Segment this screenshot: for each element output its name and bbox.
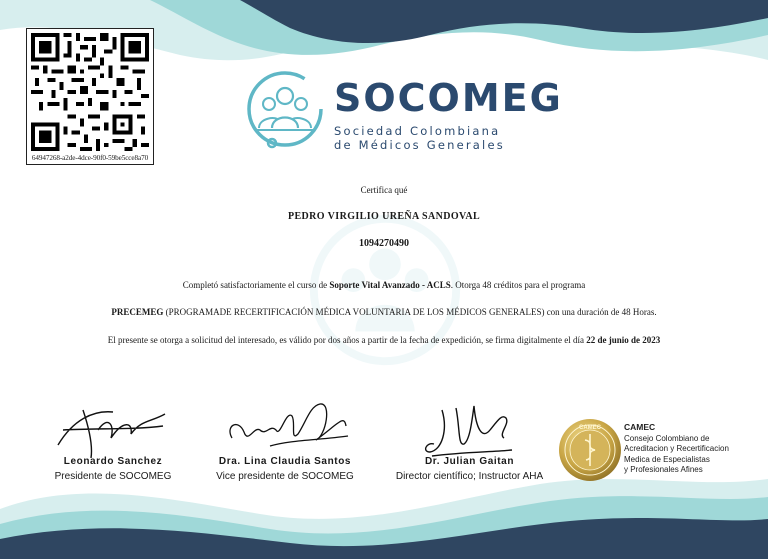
camec-description [624, 422, 729, 476]
program-statement-post: (PROGRAMADE RECERTIFICACIÓN MÉDICA VOLUNTARIA DE LOS MÉDICOS GENERALES) con una duración de 48 Horas. [163, 307, 657, 317]
program-code: PRECEMEG [111, 307, 164, 317]
qr-code [31, 33, 149, 151]
camec-title: CAMEC [624, 422, 656, 432]
course-name: Soporte Vital Avanzado - ACLS [329, 280, 451, 290]
signature-name-director: Dr. Julian Gaitan [424, 456, 515, 467]
camec-line1: Consejo Colombiano de [624, 433, 710, 443]
signature-drawing-vicepresident [220, 396, 360, 458]
signature-block-director [382, 400, 557, 482]
bottom-wave-decoration [0, 469, 768, 559]
signature-block-vicepresident [200, 396, 370, 482]
signature-role-director: Director científico; Instructor AHA [395, 471, 544, 482]
signature-name-president: Leonardo Sanchez [63, 456, 163, 467]
qr-id-text: 64947268-a2de-4dce-90f0-59be5cce8a70 [31, 154, 149, 162]
signature-drawing-director [412, 400, 522, 462]
logo-name: SOCOMEG [334, 76, 563, 120]
recipient-name: PEDRO VIRGILIO UREÑA SANDOVAL [287, 211, 481, 222]
camec-line4: y Profesionales Afines [624, 465, 703, 474]
signature-drawing-president [53, 400, 173, 460]
signature-role-vicepresident: Vice presidente de SOCOMEG [216, 471, 354, 482]
watermark-emblem-icon [300, 205, 470, 375]
socomeg-logo [242, 62, 563, 162]
camec-line2: Acreditacion y Recertificacion [624, 444, 729, 453]
qr-code-box [26, 28, 154, 165]
course-statement [0, 280, 768, 290]
recipient-id: 1094270490 [359, 238, 409, 249]
camec-seal-icon [558, 418, 622, 482]
signature-name-vicepresident: Dra. Lina Claudia Santos [218, 456, 352, 467]
validity-statement-pre: El presente se otorga a solicitud del interesado, es válido por dos años a partir de la fecha de expedición, se firma digitalmente el día [107, 335, 587, 345]
camec-line3: Medica de Especialistas [624, 454, 710, 464]
signature-block-president [28, 400, 198, 482]
logo-subtitle-line1: Sociedad Colombiana [334, 124, 501, 138]
validity-statement [0, 335, 768, 345]
program-statement [0, 307, 768, 317]
signature-role-president: Presidente de SOCOMEG [54, 471, 172, 482]
logo-subtitle [334, 124, 505, 152]
socomeg-emblem-icon [242, 66, 328, 152]
camec-seal-text: CAMEC [579, 425, 601, 431]
issue-date: 22 de junio de 2023 [586, 335, 661, 345]
certifica-label: Certifica qué [360, 185, 408, 195]
logo-subtitle-line2: de Médicos Generales [334, 138, 505, 152]
course-statement-post: . Otorga 48 créditos para el programa [450, 280, 586, 290]
course-statement-pre: Completó satisfactoriamente el curso de [182, 280, 330, 290]
